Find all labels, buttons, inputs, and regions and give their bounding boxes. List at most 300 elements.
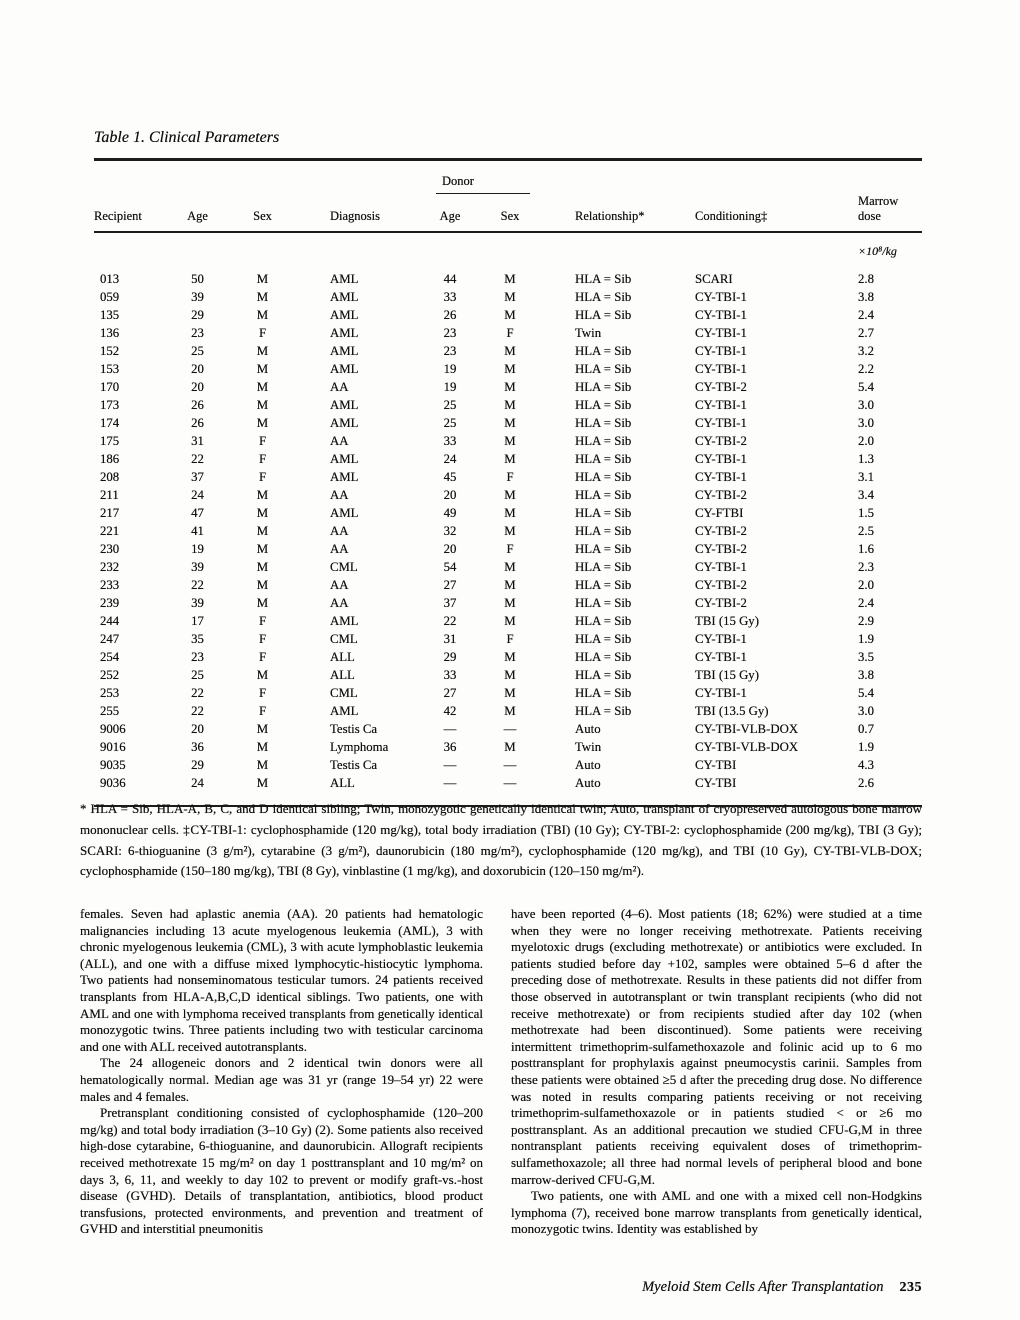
table-cell: HLA = Sib	[575, 487, 632, 502]
column-header-donor-sex: Sex	[500, 209, 520, 223]
column-header-age: Age	[187, 209, 208, 223]
table-cell: CY-TBI-2	[695, 577, 747, 592]
column-header-recipient: Recipient	[94, 209, 142, 223]
table-row	[94, 396, 922, 414]
table-cell: M	[256, 721, 269, 736]
table-cell: M	[256, 415, 269, 430]
table-cell: M	[504, 271, 516, 286]
table-cell: 39	[191, 559, 204, 574]
table-cell: TBI (15 Gy)	[695, 613, 759, 628]
table-cell: 173	[100, 397, 120, 412]
table-cell: HLA = Sib	[575, 577, 632, 592]
table-cell: —	[503, 757, 517, 772]
table-cell: 36	[191, 739, 204, 754]
table-cell: 175	[100, 433, 120, 448]
table-cell: 22	[191, 451, 204, 466]
table-cell: 253	[100, 685, 120, 700]
table-cell: 33	[443, 289, 457, 304]
table-row	[94, 558, 922, 576]
table-row	[94, 378, 922, 396]
table-cell: M	[256, 595, 269, 610]
table-cell: AML	[330, 703, 359, 718]
table-cell: TBI (15 Gy)	[695, 667, 759, 682]
table-cell: F	[506, 631, 514, 646]
table-cell: HLA = Sib	[575, 685, 632, 700]
table-cell: CY-TBI-2	[695, 487, 747, 502]
table-cell: M	[504, 415, 516, 430]
table-cell: CY-TBI-1	[695, 361, 747, 376]
table-cell: M	[256, 757, 269, 772]
table-cell: 244	[100, 613, 120, 628]
table-cell: 37	[443, 595, 457, 610]
table-cell: HLA = Sib	[575, 649, 632, 664]
table-title: Table 1. Clinical Parameters	[94, 129, 280, 146]
table-cell: 39	[191, 595, 204, 610]
table-cell: Auto	[575, 721, 601, 736]
table-cell: HLA = Sib	[575, 343, 632, 358]
table-cell: 24	[191, 775, 204, 790]
table-cell: 3.2	[858, 343, 874, 358]
table-cell: CY-TBI-2	[695, 523, 747, 538]
table-row	[94, 666, 922, 684]
table-cell: HLA = Sib	[575, 271, 632, 286]
body-text-columns	[80, 906, 922, 1238]
table-cell: AML	[330, 289, 359, 304]
page-number: 235	[899, 1280, 922, 1295]
table-cell: 1.5	[858, 505, 874, 520]
table-row	[94, 684, 922, 702]
table-cell: 3.4	[858, 487, 874, 502]
table-cell: 22	[191, 685, 204, 700]
table-cell: CY-TBI	[695, 775, 737, 790]
table-cell: 1.9	[858, 631, 874, 646]
table-cell: 255	[100, 703, 120, 718]
table-cell: M	[504, 577, 516, 592]
table-cell: M	[256, 667, 269, 682]
table-cell: 3.8	[858, 667, 874, 682]
table-cell: CY-TBI-1	[695, 397, 747, 412]
table-cell: 23	[443, 343, 457, 358]
table-row	[94, 450, 922, 468]
table-cell: F	[258, 451, 267, 466]
table-cell: 33	[443, 667, 457, 682]
table-cell: Lymphoma	[330, 739, 389, 754]
table-cell: 3.0	[858, 397, 874, 412]
table-cell: 20	[443, 541, 457, 556]
table-cell: F	[258, 631, 267, 646]
column-header-conditioning: Conditioning‡	[695, 209, 768, 223]
table-cell: 247	[100, 631, 120, 646]
table-cell: 2.9	[858, 613, 874, 628]
table-cell: 170	[100, 379, 120, 394]
table-cell: CY-TBI-1	[695, 325, 747, 340]
table-row	[94, 486, 922, 504]
table-cell: 3.1	[858, 469, 874, 484]
table-cell: ALL	[330, 775, 355, 790]
table-cell: CY-TBI-1	[695, 307, 747, 322]
table-cell: HLA = Sib	[575, 451, 632, 466]
table-row	[94, 612, 922, 630]
table-cell: M	[256, 577, 269, 592]
table-cell: HLA = Sib	[575, 307, 632, 322]
table-cell: F	[506, 325, 514, 340]
table-cell: HLA = Sib	[575, 541, 632, 556]
table-cell: M	[504, 649, 516, 664]
table-cell: Auto	[575, 775, 601, 790]
table-cell: 3.0	[858, 703, 874, 718]
table-cell: F	[258, 469, 267, 484]
table-cell: 9036	[100, 775, 126, 790]
table-cell: ALL	[330, 667, 355, 682]
table-cell: 059	[100, 289, 120, 304]
table-row	[94, 504, 922, 522]
table-cell: 25	[191, 343, 204, 358]
table-cell: 2.4	[858, 307, 874, 322]
table-cell: 2.8	[858, 271, 874, 286]
table-cell: HLA = Sib	[575, 379, 632, 394]
table-cell: F	[258, 703, 267, 718]
table-cell: AML	[330, 325, 359, 340]
column-header-sex: Sex	[253, 209, 272, 223]
table-row	[94, 720, 922, 738]
table-row	[94, 702, 922, 720]
table-cell: AA	[330, 595, 349, 610]
table-cell: M	[256, 289, 269, 304]
table-cell: 37	[191, 469, 204, 484]
table-cell: M	[504, 343, 516, 358]
table-cell: 3.0	[858, 415, 874, 430]
table-cell: 2.0	[858, 577, 874, 592]
table-header	[94, 160, 922, 233]
table-cell: CY-TBI-1	[695, 343, 747, 358]
table-cell: AML	[330, 505, 359, 520]
table-cell: HLA = Sib	[575, 361, 632, 376]
column-header-marrow-dose: Marrow dose	[858, 194, 899, 223]
table-row	[94, 414, 922, 432]
table-cell: 17	[191, 613, 204, 628]
table-cell: 22	[191, 703, 204, 718]
table-cell: AML	[330, 307, 359, 322]
table-row	[94, 360, 922, 378]
table-cell: CY-TBI	[695, 757, 737, 772]
table-cell: CY-TBI-1	[695, 685, 747, 700]
table-row	[94, 630, 922, 648]
table-row	[94, 342, 922, 360]
table-cell: 35	[191, 631, 204, 646]
table-cell: 45	[443, 469, 457, 484]
table-cell: CML	[330, 559, 358, 574]
table-cell: 41	[191, 523, 204, 538]
table-cell: 230	[100, 541, 120, 556]
table-cell: HLA = Sib	[575, 289, 632, 304]
table-cell: 31	[191, 433, 204, 448]
table-cell: F	[258, 325, 267, 340]
table-cell: —	[503, 721, 517, 736]
table-cell: CY-TBI-1	[695, 415, 747, 430]
table-cell: M	[504, 361, 516, 376]
table-cell: 3.5	[858, 649, 874, 664]
table-cell: 19	[443, 379, 457, 394]
table-cell: 9035	[100, 757, 126, 772]
table-row	[94, 306, 922, 324]
table-row	[94, 522, 922, 540]
table-cell: 2.5	[858, 523, 874, 538]
table-cell: M	[504, 379, 516, 394]
donor-group-row	[94, 160, 922, 195]
table-body	[94, 270, 922, 792]
table-cell: 26	[443, 307, 457, 322]
table-cell: 47	[191, 505, 204, 520]
table-cell: 217	[100, 505, 120, 520]
table-cell: CY-TBI-1	[695, 469, 747, 484]
table-cell: 135	[100, 307, 120, 322]
table-cell: CY-TBI-1	[695, 649, 747, 664]
table-cell: M	[504, 595, 516, 610]
table-cell: AML	[330, 271, 359, 286]
table-cell: 24	[443, 451, 457, 466]
table-cell: CML	[330, 685, 358, 700]
table-row	[94, 540, 922, 558]
table-row	[94, 288, 922, 306]
table-cell: M	[504, 667, 516, 682]
table-cell: AA	[330, 523, 349, 538]
column-header-donor-age: Age	[439, 209, 461, 223]
table-cell: 22	[191, 577, 204, 592]
table-cell: 232	[100, 559, 120, 574]
table-cell: 33	[443, 433, 457, 448]
table-cell: 186	[100, 451, 120, 466]
table-cell: 29	[443, 649, 457, 664]
table-cell: CY-TBI-2	[695, 433, 747, 448]
table-cell: 49	[443, 505, 457, 520]
table-cell: 23	[191, 325, 204, 340]
table-cell: HLA = Sib	[575, 469, 632, 484]
running-title: Myeloid Stem Cells After Transplantation	[642, 1279, 884, 1295]
table-cell: 3.8	[858, 289, 874, 304]
table-cell: CY-TBI-2	[695, 595, 747, 610]
donor-group-header	[420, 160, 540, 195]
table-cell: F	[258, 433, 267, 448]
table-cell: M	[256, 343, 269, 358]
table-cell: 254	[100, 649, 120, 664]
table-cell: CY-TBI-2	[695, 541, 747, 556]
table-cell: CY-TBI-VLB-DOX	[695, 739, 799, 754]
table-cell: AML	[330, 451, 359, 466]
table-cell: 19	[443, 361, 457, 376]
table-row	[94, 738, 922, 756]
column-header-diagnosis: Diagnosis	[330, 209, 380, 223]
donor-group-label: Donor	[436, 174, 530, 194]
table-cell: CY-TBI-1	[695, 451, 747, 466]
table-cell: AA	[330, 379, 349, 394]
table-cell: 26	[191, 415, 204, 430]
unit-row-group	[94, 232, 922, 270]
table-cell: 0.7	[858, 721, 874, 736]
table-cell: 1.9	[858, 739, 874, 754]
table-cell: Twin	[575, 325, 602, 340]
table-cell: 208	[100, 469, 120, 484]
table-cell: 20	[191, 721, 204, 736]
table-cell: AML	[330, 415, 359, 430]
table-cell: CY-TBI-1	[695, 631, 747, 646]
table-cell: HLA = Sib	[575, 613, 632, 628]
marrow-dose-unit-label: ×10⁸/kg	[858, 244, 897, 258]
table-cell: 2.3	[858, 559, 874, 574]
table-cell: HLA = Sib	[575, 523, 632, 538]
table-cell: AA	[330, 577, 349, 592]
clinical-parameters-table	[94, 158, 922, 792]
column-header-relationship: Relationship*	[575, 209, 645, 223]
table-cell: 013	[100, 271, 120, 286]
spacer-cell	[540, 160, 922, 195]
clinical-parameters-table-block	[94, 128, 922, 807]
table-cell: SCARI	[695, 271, 733, 286]
table-cell: 27	[443, 577, 457, 592]
table-cell: 22	[443, 613, 457, 628]
spacer-cell	[94, 160, 420, 195]
table-cell: M	[504, 685, 516, 700]
table-cell: M	[256, 361, 269, 376]
table-cell: M	[256, 523, 269, 538]
table-footnote: * HLA = Sib, HLA-A, B, C, and D identical sibling; Twin, monozygotic genetically identical twin; Auto, transplant of cryopreserved autologous bone marrow mononuclear cells. ‡CY-TBI-1: cyclophosphamide (120 mg/kg), total body irradiation (TBI) (10 Gy); CY-TBI-2: cyclophosphamide (200 mg/kg), TBI (3 Gy); SCARI: 6-thioguanine (3 g/m²), cytarabine (3 g/m²), daunorubicin (180 mg/m²), cyclophosphamide (120 mg/kg), and TBI (10 Gy), CY-TBI-VLB-DOX; cyclophosphamide (150–180 mg/kg), TBI (8 Gy), vinblastine (1 mg/kg), and doxorubicin (120–150 mg/m²).	[80, 801, 922, 879]
table-cell: M	[504, 451, 516, 466]
table-cell: F	[258, 649, 267, 664]
body-paragraph: The 24 allogeneic donors and 2 identical twin donors were all hematologically normal. Median age was 31 yr (range 19–54 yr) 22 were males and 4 females.	[80, 1055, 483, 1104]
table-cell: M	[256, 271, 269, 286]
table-cell: M	[256, 541, 269, 556]
table-row	[94, 468, 922, 486]
table-cell: AML	[330, 343, 359, 358]
table-cell: Auto	[575, 757, 601, 772]
table-cell: M	[256, 505, 269, 520]
right-column	[511, 906, 922, 1238]
table-cell: 20	[191, 361, 204, 376]
table-row	[94, 576, 922, 594]
table-cell: 136	[100, 325, 120, 340]
table-cell: HLA = Sib	[575, 595, 632, 610]
left-column	[80, 906, 483, 1238]
table-cell: 9006	[100, 721, 126, 736]
table-cell: CY-FTBI	[695, 505, 744, 520]
page-footer	[80, 1278, 922, 1296]
table-cell: M	[504, 289, 516, 304]
table-cell: CY-TBI-1	[695, 289, 747, 304]
table-row	[94, 756, 922, 774]
table-cell: M	[504, 505, 516, 520]
table-cell: 2.4	[858, 595, 874, 610]
table-cell: F	[506, 541, 514, 556]
table-cell: 174	[100, 415, 120, 430]
table-cell: F	[506, 469, 514, 484]
table-cell: 25	[443, 397, 457, 412]
table-cell: M	[504, 433, 516, 448]
table-cell: 23	[443, 325, 457, 340]
table-cell: 23	[191, 649, 204, 664]
table-cell: HLA = Sib	[575, 631, 632, 646]
table-cell: CML	[330, 631, 358, 646]
table-cell: 5.4	[858, 379, 874, 394]
table-cell: 2.0	[858, 433, 874, 448]
table-cell: —	[503, 775, 517, 790]
table-cell: M	[504, 397, 516, 412]
table-cell: M	[504, 613, 516, 628]
table-cell: 4.3	[858, 757, 874, 772]
table-cell: HLA = Sib	[575, 397, 632, 412]
table-cell: 27	[443, 685, 457, 700]
table-cell: 44	[443, 271, 457, 286]
table-cell: 20	[443, 487, 457, 502]
table-cell: 239	[100, 595, 120, 610]
table-cell: —	[443, 757, 457, 772]
table-cell: 50	[191, 271, 204, 286]
table-cell: CY-TBI-1	[695, 559, 747, 574]
table-cell: M	[504, 487, 516, 502]
table-cell: HLA = Sib	[575, 559, 632, 574]
table-cell: 25	[443, 415, 457, 430]
table-cell: HLA = Sib	[575, 505, 632, 520]
table-cell: AA	[330, 487, 349, 502]
table-cell: 31	[443, 631, 457, 646]
table-cell: TBI (13.5 Gy)	[695, 703, 769, 718]
unit-row	[94, 232, 922, 270]
table-cell: HLA = Sib	[575, 415, 632, 430]
table-cell: 42	[443, 703, 457, 718]
table-cell: HLA = Sib	[575, 433, 632, 448]
table-cell: M	[256, 397, 269, 412]
table-cell: 2.2	[858, 361, 874, 376]
table-cell: M	[504, 523, 516, 538]
table-cell: F	[258, 613, 267, 628]
table-cell: 2.6	[858, 775, 874, 790]
table-cell: 20	[191, 379, 204, 394]
table-cell: M	[256, 307, 269, 322]
table-row	[94, 270, 922, 288]
table-cell: 29	[191, 307, 204, 322]
table-cell: 211	[100, 487, 119, 502]
table-cell: AML	[330, 361, 359, 376]
table-cell: 252	[100, 667, 120, 682]
table-cell: 24	[191, 487, 204, 502]
table-cell: M	[256, 379, 269, 394]
body-paragraph: Pretransplant conditioning consisted of cyclophosphamide (120–200 mg/kg) and total body irradiation (3–10 Gy) (2). Some patients also received high-dose cytarabine, 6-thioguanine, and daunorubicin. Allograft recipients received methotrexate 15 mg/m² on day 1 posttransplant and 10 mg/m² on days 3, 6, 11, and weekly to day 102 to prevent or modify graft-vs.-host disease (GVHD). Details of transplantation, antibiotics, blood product transfusions, protected environments, and prevention and treatment of GVHD and interstitial pneumonitis	[80, 1105, 483, 1237]
table-cell: —	[443, 775, 457, 790]
table-cell: 1.6	[858, 541, 874, 556]
table-cell: CY-TBI-VLB-DOX	[695, 721, 799, 736]
column-header-row	[94, 194, 922, 232]
table-cell: 153	[100, 361, 120, 376]
table-cell: M	[256, 739, 269, 754]
table-row	[94, 774, 922, 792]
table-cell: AML	[330, 397, 359, 412]
table-cell: AA	[330, 541, 349, 556]
table-cell: AML	[330, 469, 359, 484]
table-cell: —	[443, 721, 457, 736]
table-cell: HLA = Sib	[575, 703, 632, 718]
table-row	[94, 324, 922, 342]
table-cell: AML	[330, 613, 359, 628]
table-cell: 5.4	[858, 685, 874, 700]
table-row	[94, 594, 922, 612]
spacer-cell	[94, 232, 815, 270]
table-cell: 36	[443, 739, 457, 754]
table-cell: 25	[191, 667, 204, 682]
table-cell: M	[504, 703, 516, 718]
table-cell: 152	[100, 343, 120, 358]
table-cell: 19	[191, 541, 204, 556]
table-cell: CY-TBI-2	[695, 379, 747, 394]
table-cell: M	[504, 559, 516, 574]
table-cell: 29	[191, 757, 204, 772]
